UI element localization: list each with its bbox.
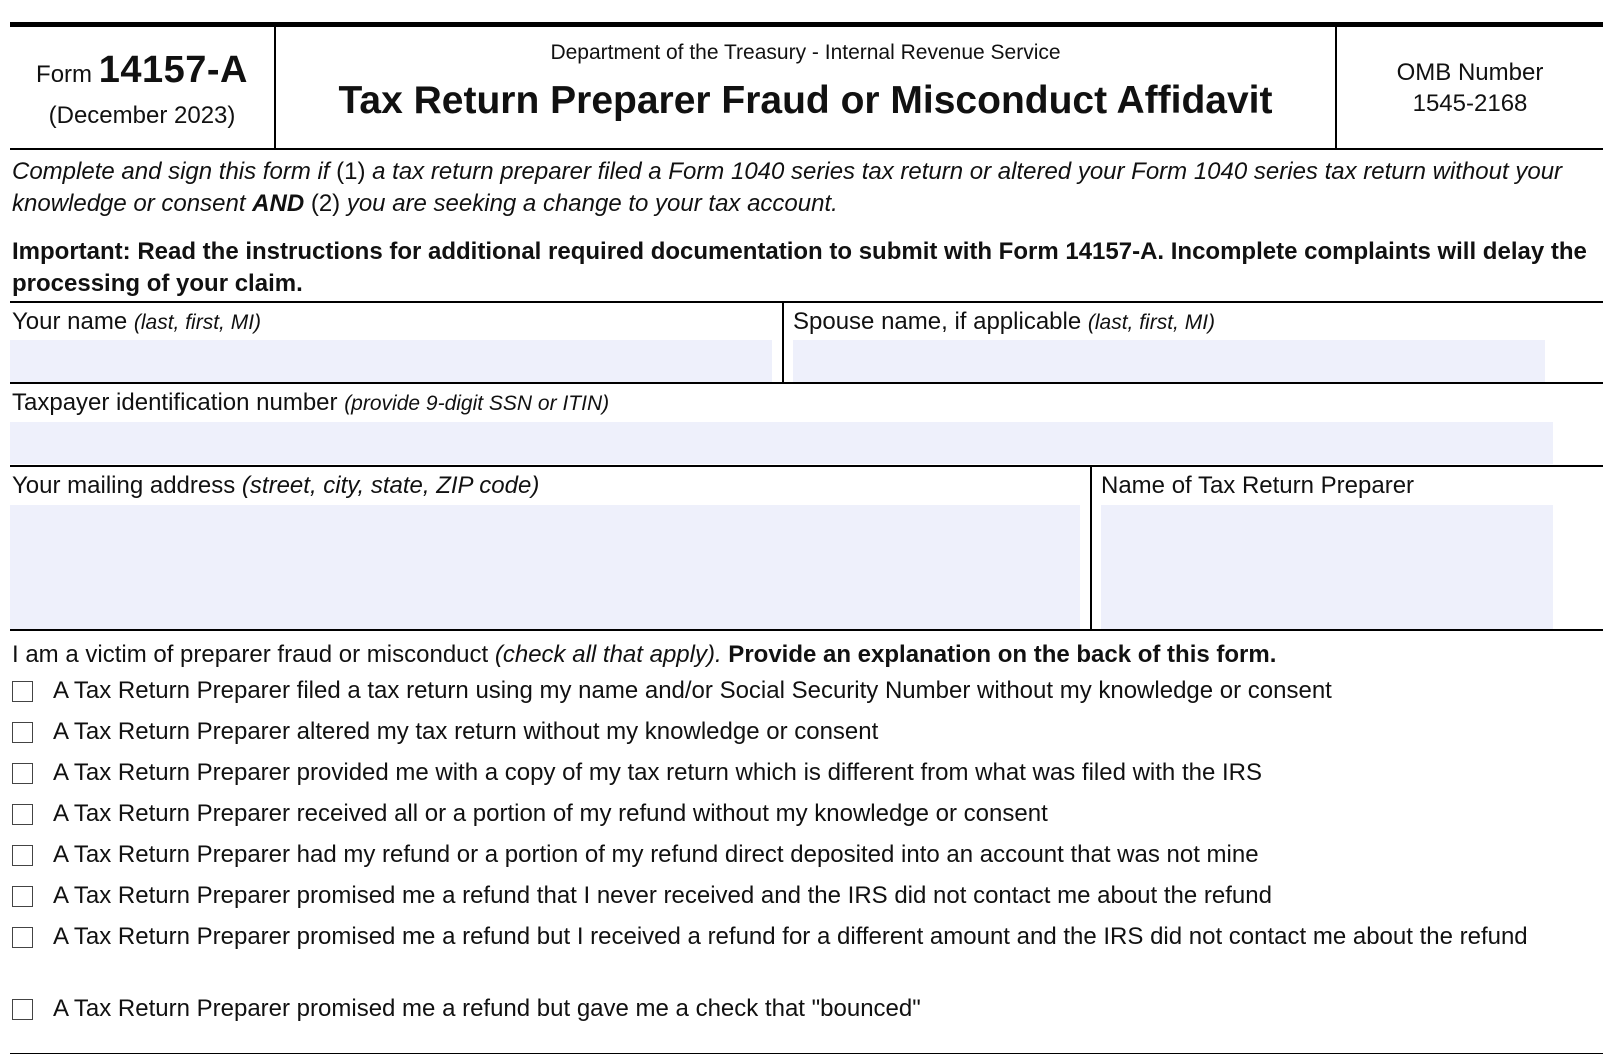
names-row [10,301,1603,384]
checkbox-item[interactable] [10,921,1603,993]
page-title: Tax Return Preparer Fraud or Misconduct Affidavit [338,79,1273,122]
intro-part1: Complete and sign this form if [12,158,337,185]
checkbox-label: A Tax Return Preparer promised me a refund but gave me a check that "bounced" [53,995,921,1022]
checkbox-label: A Tax Return Preparer had my refund or a portion of my refund direct deposited into an account that was not mine [53,841,1259,868]
form-header [10,27,1603,150]
spouse-name-cell [782,303,1603,384]
checkbox-list [10,675,1603,1034]
checkbox[interactable] [12,804,33,825]
victim-lead: I am a victim of preparer fraud or misconduct [12,641,495,668]
your-name-field[interactable] [10,340,772,382]
checkbox[interactable] [12,886,33,907]
spouse-name-field[interactable] [793,340,1545,382]
omb-number: 1545-2168 [1412,90,1528,117]
important-notice: Important: Read the instructions for additional required documentation to submit with Form 14157-A. Incomplete complaints will delay the processing of your claim. [12,238,1587,297]
address-cell [10,467,1090,629]
address-label: Your mailing address (street, city, state, ZIP code) [12,472,540,499]
intro-num2: (2) [304,190,341,217]
omb-block [1335,27,1603,148]
checkbox[interactable] [12,927,33,948]
spouse-name-label: Spouse name, if applicable (last, first, MI) [793,308,1216,335]
checkbox-item[interactable] [10,839,1603,880]
checkbox[interactable] [12,722,33,743]
checkbox[interactable] [12,999,33,1020]
form-prefix: Form [36,61,93,88]
checkbox-item[interactable] [10,716,1603,757]
checkbox-label: A Tax Return Preparer altered my tax return without my knowledge or consent [53,718,879,745]
checkbox-item[interactable] [10,798,1603,839]
victim-bold: Provide an explanation on the back of this form. [721,641,1277,668]
checkbox-item[interactable] [10,757,1603,798]
intro-text [12,156,1602,220]
checkbox-item[interactable] [10,880,1603,921]
your-name-label: Your name (last, first, MI) [12,308,262,335]
omb-label: OMB Number [1396,59,1544,86]
checkbox-label: A Tax Return Preparer received all or a portion of my refund without my knowledge or consent [53,800,1048,827]
tin-label: Taxpayer identification number (provide 9-digit SSN or ITIN) [12,389,610,416]
checkbox[interactable] [12,681,33,702]
preparer-label: Name of Tax Return Preparer [1101,472,1415,499]
bottom-rule [10,1053,1603,1054]
address-row [10,465,1603,631]
your-name-cell [10,303,782,384]
checkbox-label: A Tax Return Preparer promised me a refund but I received a refund for a different amount and the IRS did not contact me about the refund [53,923,1528,950]
intro-num1: (1) [336,158,366,185]
department: Department of the Treasury - Internal Revenue Service [550,41,1061,64]
intro-and: AND [252,190,305,217]
checkbox-label: A Tax Return Preparer promised me a refund that I never received and the IRS did not contact me about the refund [53,882,1272,909]
title-block [276,27,1335,148]
tin-row [10,382,1603,466]
victim-statement [12,640,1276,670]
form-number: 14157-A [98,49,248,91]
form-date: (December 2023) [48,102,236,129]
checkbox-label: A Tax Return Preparer filed a tax return using my name and/or Social Security Number without my knowledge or consent [53,677,1332,704]
checkbox[interactable] [12,845,33,866]
checkbox-label: A Tax Return Preparer provided me with a copy of my tax return which is different from what was filed with the IRS [53,759,1262,786]
tin-field[interactable] [10,422,1553,464]
checkbox-item[interactable] [10,993,1603,1034]
form-id-block [10,27,276,148]
tin-cell [10,384,1603,466]
intro-part3: you are seeking a change to your tax account. [340,190,838,217]
preparer-field[interactable] [1101,505,1553,629]
victim-hint: (check all that apply). [494,641,722,668]
form-number-line [10,49,274,92]
checkbox[interactable] [12,763,33,784]
preparer-cell [1090,467,1603,629]
intro-part2: a tax return preparer filed a Form 1040 series tax return or altered your Form 1040 series tax return without your knowledge or consent [12,158,1563,217]
checkbox-item[interactable] [10,675,1603,716]
address-field[interactable] [10,505,1080,629]
